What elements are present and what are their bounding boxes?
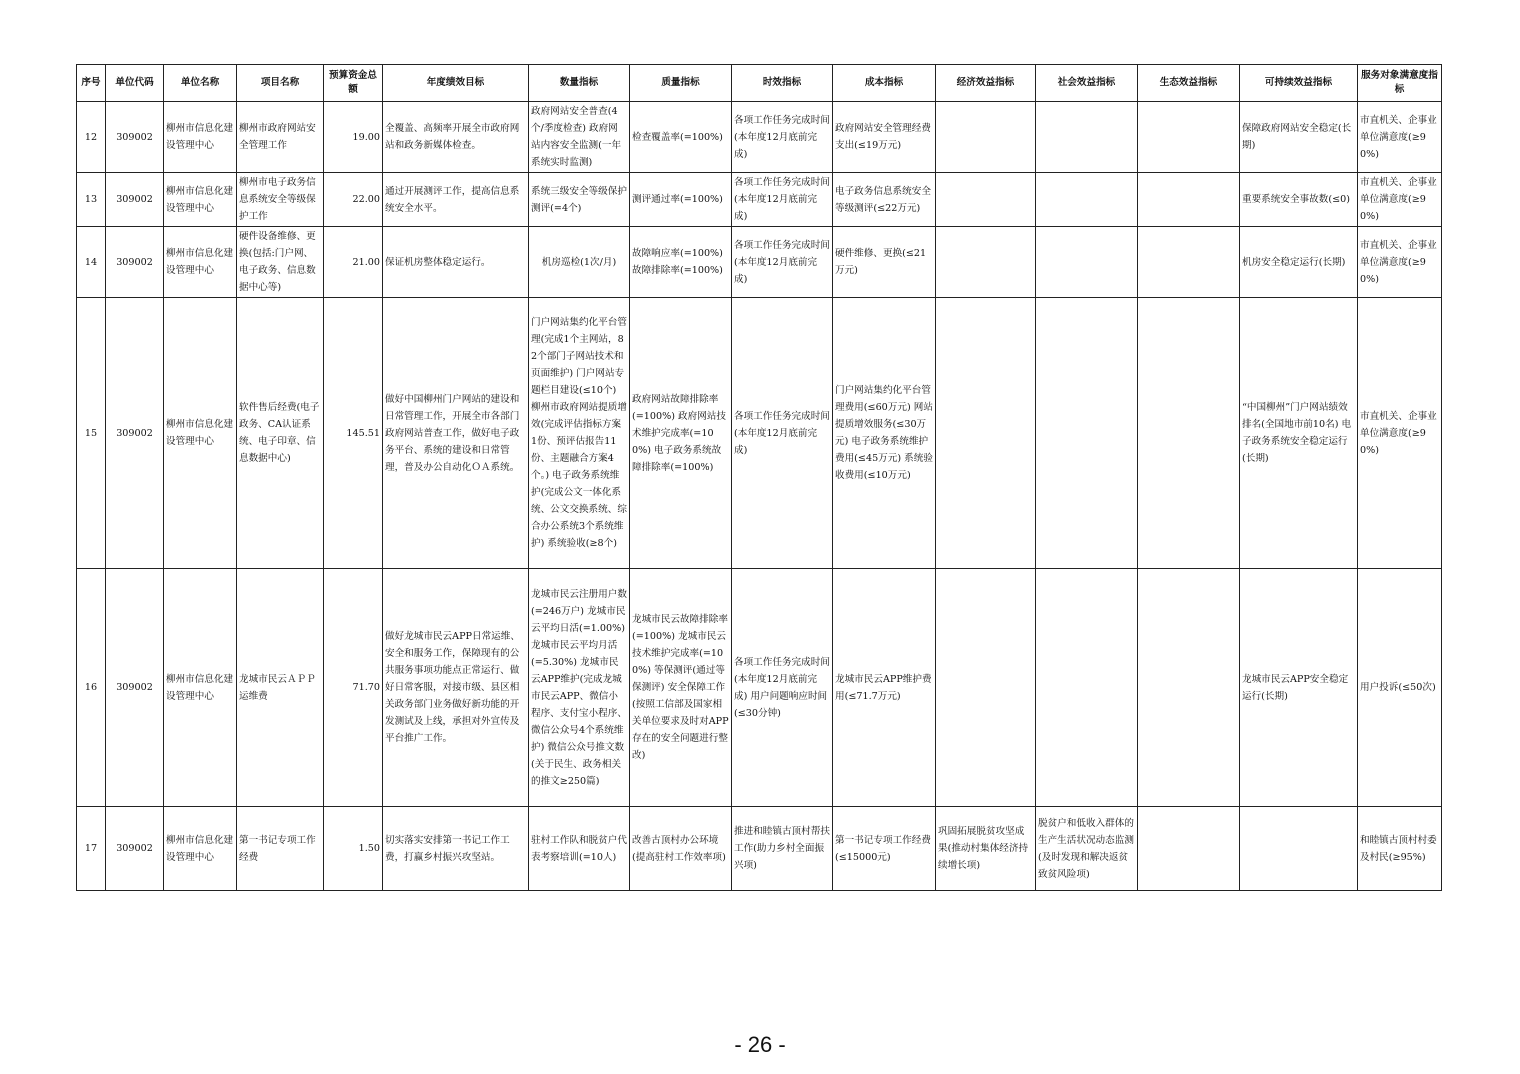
cell-unit: 柳州市信息化建设管理中心 — [164, 227, 237, 298]
header-cell: 可持续效益指标 — [1240, 65, 1358, 102]
cell-sustain: 机房安全稳定运行(长期) — [1240, 227, 1358, 298]
cell-eco — [1138, 569, 1240, 807]
cell-project: 柳州市政府网站安全管理工作 — [237, 102, 324, 173]
header-cell: 项目名称 — [237, 65, 324, 102]
cell-satisfaction: 市直机关、企事业单位满意度(≥90%) — [1358, 173, 1442, 227]
cell-cost: 第一书记专项工作经费(≤15000元) — [833, 807, 936, 891]
cell-sustain: 重要系统安全事故数(≤0) — [1240, 173, 1358, 227]
cell-code: 309002 — [106, 298, 164, 569]
cell-unit: 柳州市信息化建设管理中心 — [164, 807, 237, 891]
header-row — [77, 65, 1442, 102]
cell-project: 龙城市民云ＡＰＰ运维费 — [237, 569, 324, 807]
cell-quality: 改善古顶村办公环境(提高驻村工作效率项) — [630, 807, 732, 891]
cell-goal: 切实落实安排第一书记工作工费，打赢乡村振兴攻坚站。 — [383, 807, 529, 891]
cell-quantity: 政府网站安全普查(4个/季度检查) 政府网站内容安全监测(一年系统实时监测) — [529, 102, 630, 173]
cell-quantity: 门户网站集约化平台管理(完成1个主网站，82个部门子网站技术和页面维护) 门户网站专题栏目建设(≤10个) 柳州市政府网站提质增效(完成评估指标方案1份、预评估报告11份、主题融合方案4个。) 电子政务系统维护(完成公文一体化系统、公文交换系统、综合办公系统3个系统维护) 系统验收(≥8个) — [529, 298, 630, 569]
cell-timeliness: 各项工作任务完成时间(本年度12月底前完成) — [732, 227, 833, 298]
table-row — [77, 569, 1442, 807]
cell-unit: 柳州市信息化建设管理中心 — [164, 569, 237, 807]
cell-cost: 硬件维修、更换(≤21万元) — [833, 227, 936, 298]
cell-timeliness: 各项工作任务完成时间(本年度12月底前完成) — [732, 173, 833, 227]
cell-eco — [1138, 173, 1240, 227]
cell-goal: 做好龙城市民云APP日常运维、安全和服务工作，保障现有的公共服务事项功能点正常运行、做好日常客服，对接市级、县区相关政务部门业务做好新功能的开发测试及上线，承担对外宣传及平台推广工作。 — [383, 569, 529, 807]
cell-quality: 龙城市民云故障排除率(=100%) 龙城市民云技术维护完成率(=100%) 等保测评(通过等保测评) 安全保障工作(按照工信部及国家相关单位要求及时对APP存在的安全问题进行整改) — [630, 569, 732, 807]
header-cell: 单位代码 — [106, 65, 164, 102]
cell-timeliness: 推进和睦镇古顶村帮扶工作(助力乡村全面振兴项) — [732, 807, 833, 891]
cell-goal: 保证机房整体稳定运行。 — [383, 227, 529, 298]
cell-economic: 巩固拓展脱贫攻坚成果(推动村集体经济持续增长项) — [936, 807, 1036, 891]
cell-unit: 柳州市信息化建设管理中心 — [164, 102, 237, 173]
cell-social — [1036, 298, 1138, 569]
cell-goal: 全覆盖、高频率开展全市政府网站和政务新媒体检查。 — [383, 102, 529, 173]
cell-budget: 71.70 — [324, 569, 383, 807]
cell-cost: 门户网站集约化平台管理费用(≤60万元) 网站提质增效服务(≤30万元) 电子政务系统维护费用(≤45万元) 系统验收费用(≤10万元) — [833, 298, 936, 569]
cell-cost: 电子政务信息系统安全等级测评(≤22万元) — [833, 173, 936, 227]
header-cell: 经济效益指标 — [936, 65, 1036, 102]
cell-project: 软件售后经费(电子政务、CA认证系统、电子印章、信息数据中心) — [237, 298, 324, 569]
cell-social — [1036, 102, 1138, 173]
cell-no: 14 — [77, 227, 106, 298]
cell-timeliness: 各项工作任务完成时间(本年度12月底前完成) 用户问题响应时间(≤30分钟) — [732, 569, 833, 807]
cell-code: 309002 — [106, 807, 164, 891]
cell-satisfaction: 用户投诉(≤50次) — [1358, 569, 1442, 807]
cell-project: 柳州市电子政务信息系统安全等级保护工作 — [237, 173, 324, 227]
cell-social — [1036, 227, 1138, 298]
header-cell: 时效指标 — [732, 65, 833, 102]
cell-quantity: 系统三级安全等级保护测评(=4个) — [529, 173, 630, 227]
cell-code: 309002 — [106, 569, 164, 807]
cell-quality: 测评通过率(=100%) — [630, 173, 732, 227]
cell-budget: 19.00 — [324, 102, 383, 173]
cell-goal: 通过开展测评工作，提高信息系统安全水平。 — [383, 173, 529, 227]
cell-quality: 检查覆盖率(=100%) — [630, 102, 732, 173]
cell-budget: 21.00 — [324, 227, 383, 298]
cell-eco — [1138, 102, 1240, 173]
table-row — [77, 173, 1442, 227]
cell-social: 脱贫户和低收入群体的生产生活状况动态监测(及时发现和解决返贫致贫风险项) — [1036, 807, 1138, 891]
cell-economic — [936, 102, 1036, 173]
cell-no: 16 — [77, 569, 106, 807]
cell-satisfaction: 和睦镇古顶村村委及村民(≥95%) — [1358, 807, 1442, 891]
performance-table — [76, 64, 1442, 891]
header-cell: 序号 — [77, 65, 106, 102]
cell-sustain — [1240, 807, 1358, 891]
cell-goal: 做好中国柳州门户网站的建设和日常管理工作，开展全市各部门政府网站普查工作，做好电子政务平台、系统的建设和日常管理，普及办公自动化ＯＡ系统。 — [383, 298, 529, 569]
header-cell: 预算资金总额 — [324, 65, 383, 102]
cell-code: 309002 — [106, 173, 164, 227]
cell-economic — [936, 298, 1036, 569]
table-row — [77, 102, 1442, 173]
cell-sustain: “中国柳州”门户网站绩效排名(全国地市前10名) 电子政务系统安全稳定运行(长期) — [1240, 298, 1358, 569]
cell-sustain: 龙城市民云APP安全稳定运行(长期) — [1240, 569, 1358, 807]
header-cell: 成本指标 — [833, 65, 936, 102]
cell-quantity: 驻村工作队和脱贫户代表考察培训(=10人) — [529, 807, 630, 891]
cell-no: 13 — [77, 173, 106, 227]
header-cell: 年度绩效目标 — [383, 65, 529, 102]
cell-quantity: 机房巡检(1次/月) — [529, 227, 630, 298]
cell-satisfaction: 市直机关、企事业单位满意度(≥90%) — [1358, 102, 1442, 173]
cell-budget: 22.00 — [324, 173, 383, 227]
cell-economic — [936, 227, 1036, 298]
cell-budget: 1.50 — [324, 807, 383, 891]
cell-timeliness: 各项工作任务完成时间(本年度12月底前完成) — [732, 298, 833, 569]
cell-eco — [1138, 807, 1240, 891]
cell-cost: 政府网站安全管理经费支出(≤19万元) — [833, 102, 936, 173]
header-cell: 社会效益指标 — [1036, 65, 1138, 102]
cell-social — [1036, 173, 1138, 227]
page-number: - 26 - — [734, 1032, 786, 1057]
cell-project: 第一书记专项工作经费 — [237, 807, 324, 891]
cell-unit: 柳州市信息化建设管理中心 — [164, 173, 237, 227]
cell-quality: 故障响应率(=100%) 故障排除率(=100%) — [630, 227, 732, 298]
cell-no: 15 — [77, 298, 106, 569]
cell-eco — [1138, 227, 1240, 298]
cell-economic — [936, 569, 1036, 807]
cell-social — [1036, 569, 1138, 807]
cell-timeliness: 各项工作任务完成时间(本年度12月底前完成) — [732, 102, 833, 173]
header-cell: 质量指标 — [630, 65, 732, 102]
cell-cost: 龙城市民云APP维护费用(≤71.7万元) — [833, 569, 936, 807]
cell-satisfaction: 市直机关、企事业单位满意度(≥90%) — [1358, 227, 1442, 298]
cell-sustain: 保障政府网站安全稳定(长期) — [1240, 102, 1358, 173]
cell-economic — [936, 173, 1036, 227]
cell-unit: 柳州市信息化建设管理中心 — [164, 298, 237, 569]
cell-satisfaction: 市直机关、企事业单位满意度(≥90%) — [1358, 298, 1442, 569]
table-row — [77, 227, 1442, 298]
table-row — [77, 298, 1442, 569]
header-cell: 生态效益指标 — [1138, 65, 1240, 102]
cell-no: 17 — [77, 807, 106, 891]
cell-code: 309002 — [106, 102, 164, 173]
cell-budget: 145.51 — [324, 298, 383, 569]
cell-quality: 政府网站故障排除率(=100%) 政府网站技术维护完成率(=100%) 电子政务系统故障排除率(=100%) — [630, 298, 732, 569]
cell-project: 硬件设备维修、更换(包括:门户网、电子政务、信息数据中心等) — [237, 227, 324, 298]
cell-code: 309002 — [106, 227, 164, 298]
cell-quantity: 龙城市民云注册用户数(=246万户) 龙城市民云平均日活(=1.00%) 龙城市民云平均月活(=5.30%) 龙城市民云APP维护(完成龙城市民云APP、微信小程序、支付宝小程序、微信公众号4个系统维护) 微信公众号推文数(关于民生、政务相关的推文≥250篇) — [529, 569, 630, 807]
table-row — [77, 807, 1442, 891]
header-cell: 服务对象满意度指标 — [1358, 65, 1442, 102]
cell-eco — [1138, 298, 1240, 569]
cell-no: 12 — [77, 102, 106, 173]
header-cell: 数量指标 — [529, 65, 630, 102]
header-cell: 单位名称 — [164, 65, 237, 102]
